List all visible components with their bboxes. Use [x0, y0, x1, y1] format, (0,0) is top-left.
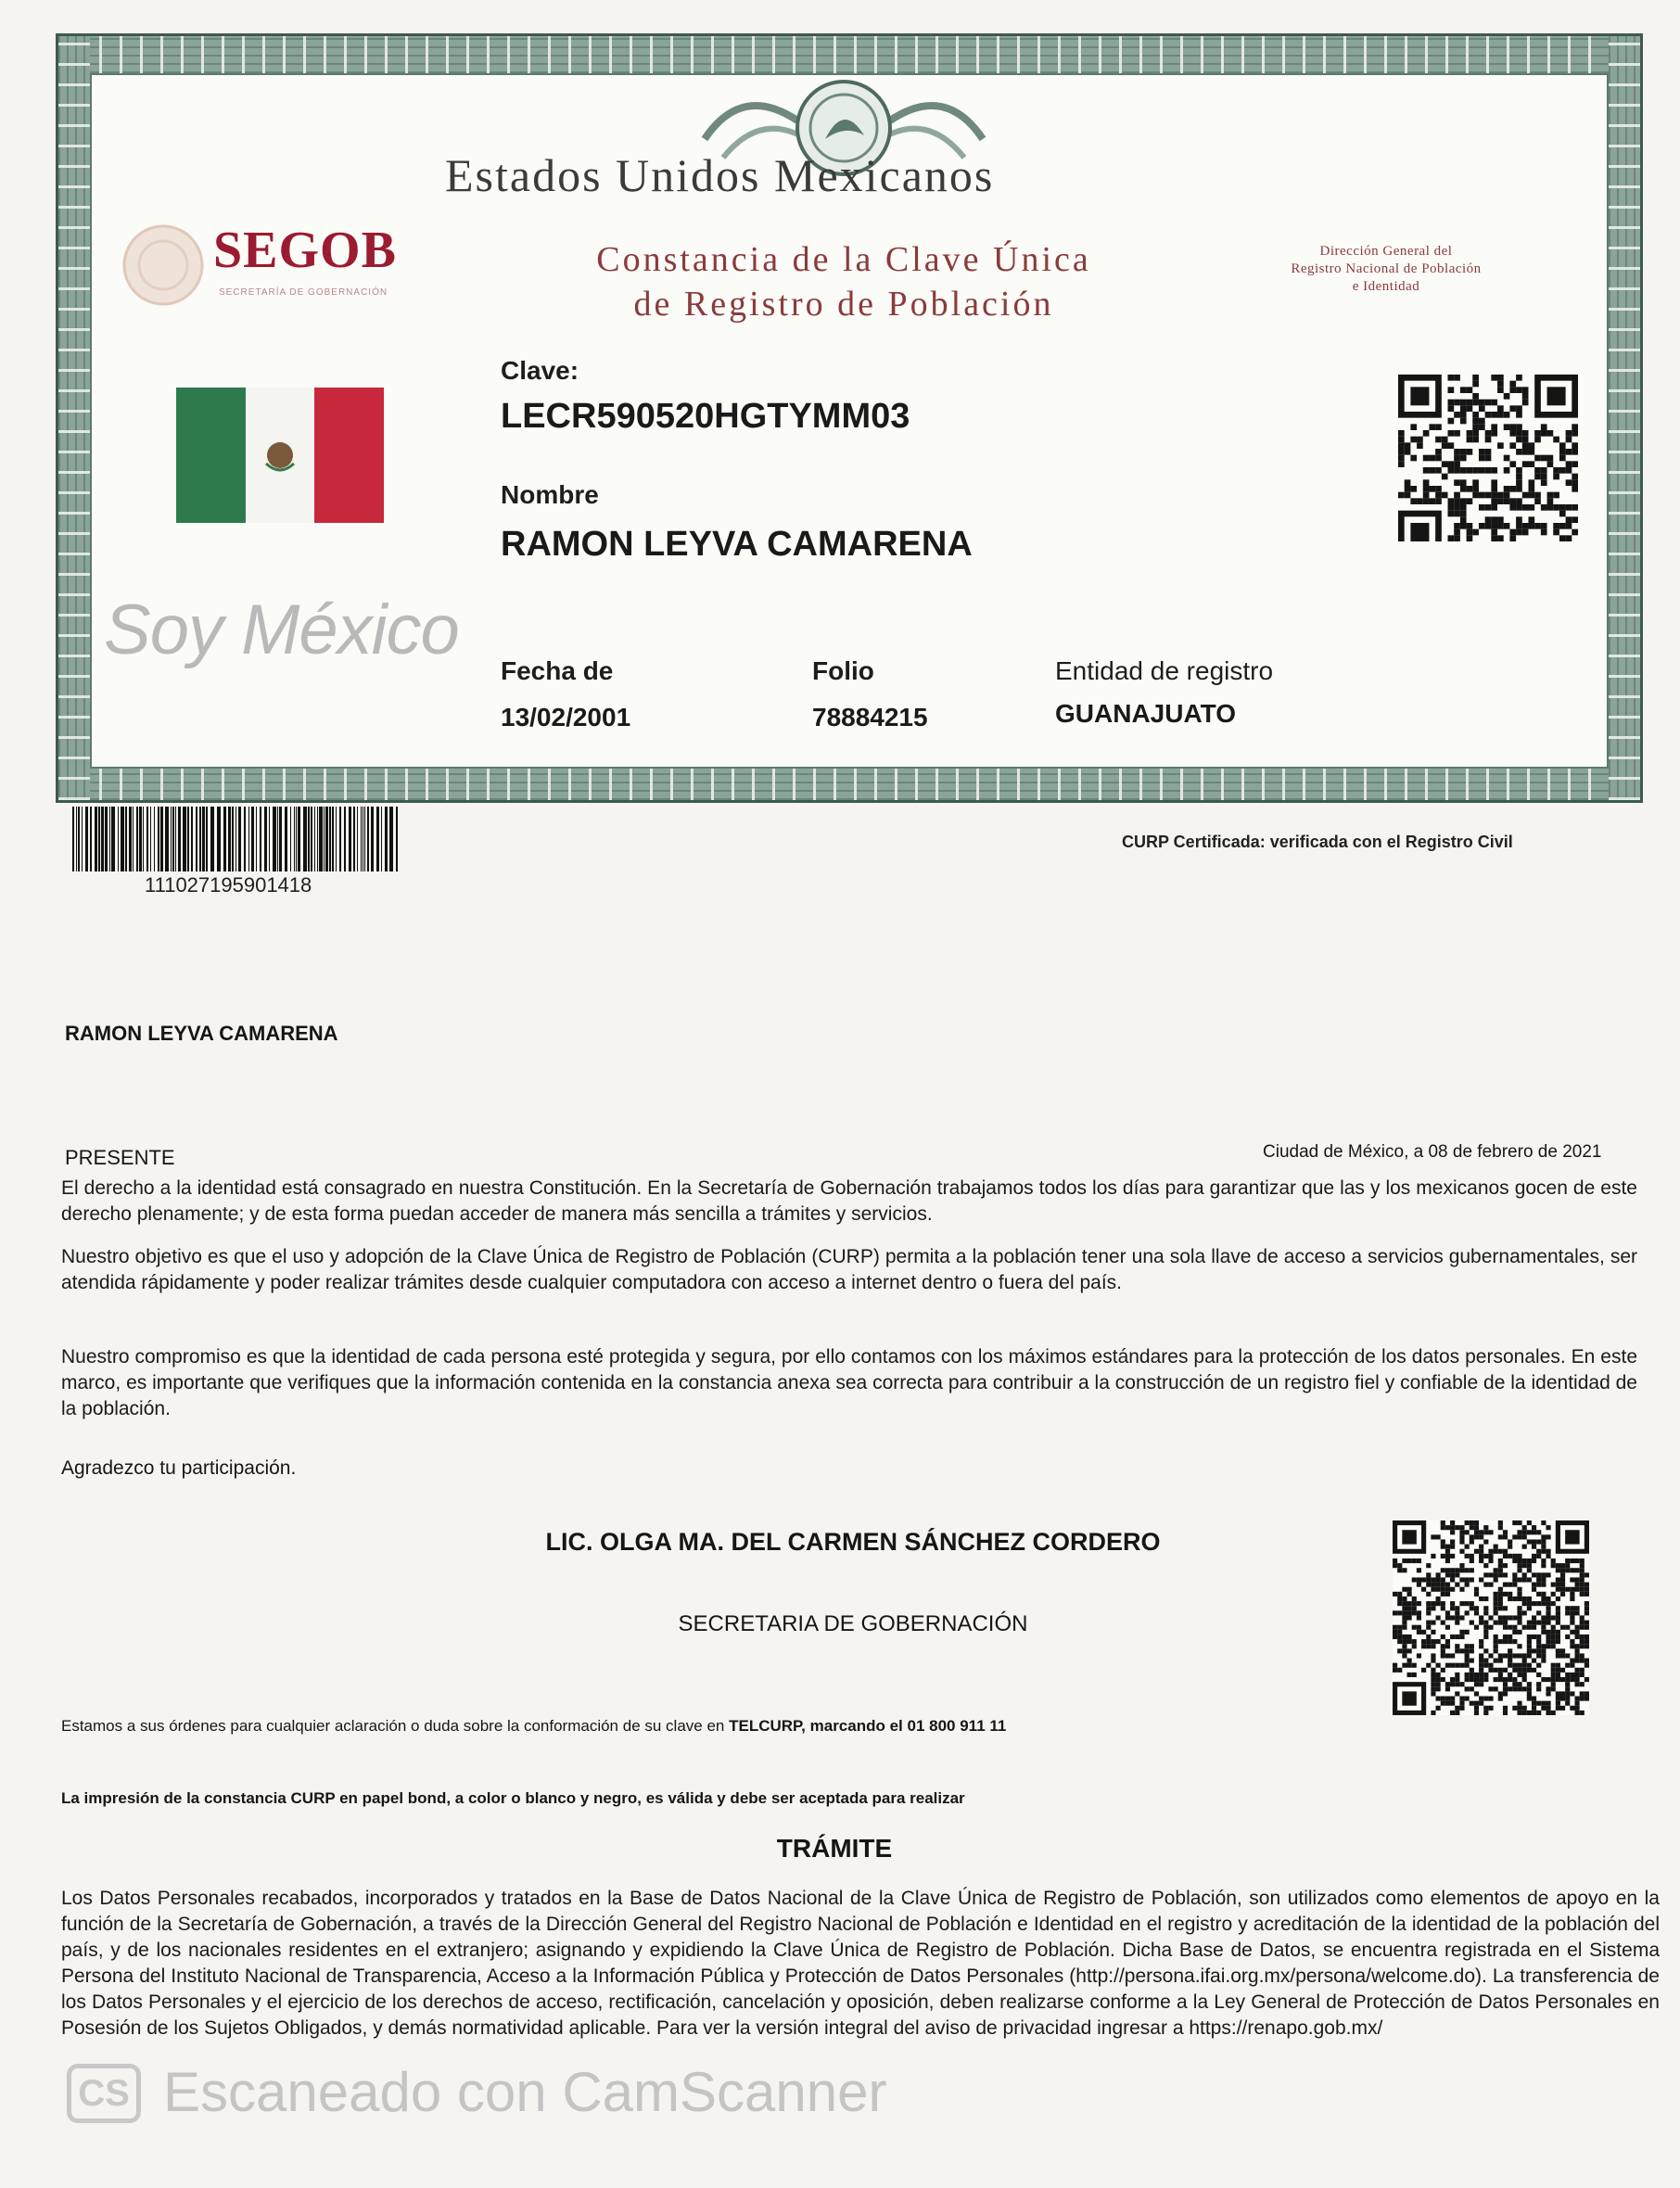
letter-addressee: RAMON LEYVA CAMARENA — [65, 1022, 338, 1045]
curp-certificada-note: CURP Certificada: verificada con el Registro Civil — [1122, 833, 1513, 851]
letter-place-date: Ciudad de México, a 08 de febrero de 2021 — [1263, 1142, 1602, 1162]
frame-bottom — [58, 769, 1640, 800]
frame-left — [58, 36, 90, 800]
letter-presente: PRESENTE — [65, 1146, 175, 1169]
clave-value: LECR590520HGTYMM03 — [501, 397, 910, 436]
privacy-notice: Los Datos Personales recabados, incorporados y tratados en la Base de Datos Nacional de la Clave Única de Registro de Población, son utilizados como elementos de apoyo en la función de la Secretaría de Gobernación, a través de la Dirección General del Registro Nacional de Población e Identidad en el registro y acreditación de la identidad de la población del país, y de los nacionales residentes en el extranjero; asignando y expidiendo la Clave Única de Registro de Población. Dicha Base de Datos, se encuentra registrada en el Sistema Persona del Instituto Nacional de Transparencia, Acceso a la Información Pública y Protección de Datos Personales (http://persona.ifai.org.mx/persona/welcome.do). La transferencia de los Datos Personales y el ejercicio de los derechos de acceso, rectificación, cancelación y oposición, deben realizarse conforme a la Ley General de Protección de Datos Personales en Posesión de los Sujetos Obligados, y demás normatividad aplicable. Para ver la versión integral del aviso de privacidad ingresar a https://renapo.gob.mx/ — [61, 1888, 1660, 2039]
letter-paragraph-1: El derecho a la identidad está consagrado en nuestra Constitución. En la Secretaría de Gobernación trabajamos todos los días para garantizar que las y los mexicanos gocen de este derecho plenamente; y de esta forma puedan acceder de manera más sencilla a trámites y servicios. — [61, 1177, 1637, 1225]
contact-prefix: Estamos a sus órdenes para cualquier aclaración o duda sobre la conformación de su clave en — [61, 1717, 730, 1735]
segob-logo: SEGOB — [213, 222, 397, 279]
barcode-number: 111027195901418 — [145, 873, 312, 897]
letter-paragraph-2: Nuestro objetivo es que el uso y adopción de la Clave Única de Registro de Población (CURP) permita a la población tener una sola llave de acceso a servicios gubernamentales, ser atendida rápidamente y poder realizar trámites desde cualquier computadora con acceso a internet dentro o fuera del país. — [61, 1246, 1637, 1293]
dgrn-line-1: Dirección General del — [1319, 244, 1453, 259]
folio-label: Folio — [812, 656, 874, 685]
heading-registro: de Registro de Población — [633, 285, 1054, 324]
dgrn-block — [1224, 243, 1548, 296]
camscanner-watermark: Escaneado con CamScanner — [163, 2061, 887, 2123]
fecha-value: 13/02/2001 — [501, 703, 631, 731]
heading-constancia: Constancia de la Clave Única — [596, 240, 1091, 279]
heading-estados-unidos: Estados Unidos Mexicanos — [445, 149, 995, 201]
fecha-label: Fecha de — [501, 656, 614, 685]
soy-mexico-logo: Soy México — [104, 591, 459, 669]
mexico-flag-icon — [176, 388, 384, 523]
dgrn-line-2: Registro Nacional de Población — [1291, 261, 1482, 276]
segob-subtitle: SECRETARÍA DE GOBERNACIÓN — [219, 287, 388, 298]
validity-note: La impresión de la constancia CURP en papel bond, a color o blanco y negro, es válida y debe ser aceptada para realizar — [61, 1789, 965, 1807]
signer-title: SECRETARIA DE GOBERNACIÓN — [678, 1611, 1028, 1636]
verification-qr-code-icon — [1393, 1520, 1589, 1715]
folio-value: 78884215 — [812, 703, 928, 731]
nombre-value: RAMON LEYVA CAMARENA — [501, 525, 973, 564]
qr-code-icon — [1398, 375, 1578, 541]
tramite-heading: TRÁMITE — [776, 1834, 893, 1863]
letter-paragraph-3: Nuestro compromiso es que la identidad de cada persona esté protegida y segura, por ello contamos con los máximos estándares para la protección de los datos personales. En este marco, es importante que verifiques que la información contenida en la constancia anexa sea correcta para contribuir a la construcción de un registro fiel y confiable de la identidad de la población. — [61, 1346, 1637, 1419]
letter-thanks: Agradezco tu participación. — [61, 1457, 297, 1479]
nombre-label: Nombre — [501, 480, 599, 509]
entidad-label: Entidad de registro — [1055, 656, 1274, 685]
clave-label: Clave: — [501, 356, 579, 385]
dgrn-line-3: e Identidad — [1352, 279, 1420, 294]
frame-right — [1609, 36, 1640, 800]
signer-name: LIC. OLGA MA. DEL CARMEN SÁNCHEZ CORDERO — [545, 1528, 1161, 1556]
segob-emblem-icon — [119, 221, 208, 310]
contact-line — [61, 1717, 1006, 1736]
flag-emblem-icon — [246, 388, 315, 523]
camscanner-logo: CS — [67, 2064, 141, 2123]
entidad-value: GUANAJUATO — [1055, 699, 1236, 728]
barcode-icon — [72, 807, 401, 871]
contact-telcurp: TELCURP, marcando el 01 800 911 11 — [729, 1717, 1007, 1735]
